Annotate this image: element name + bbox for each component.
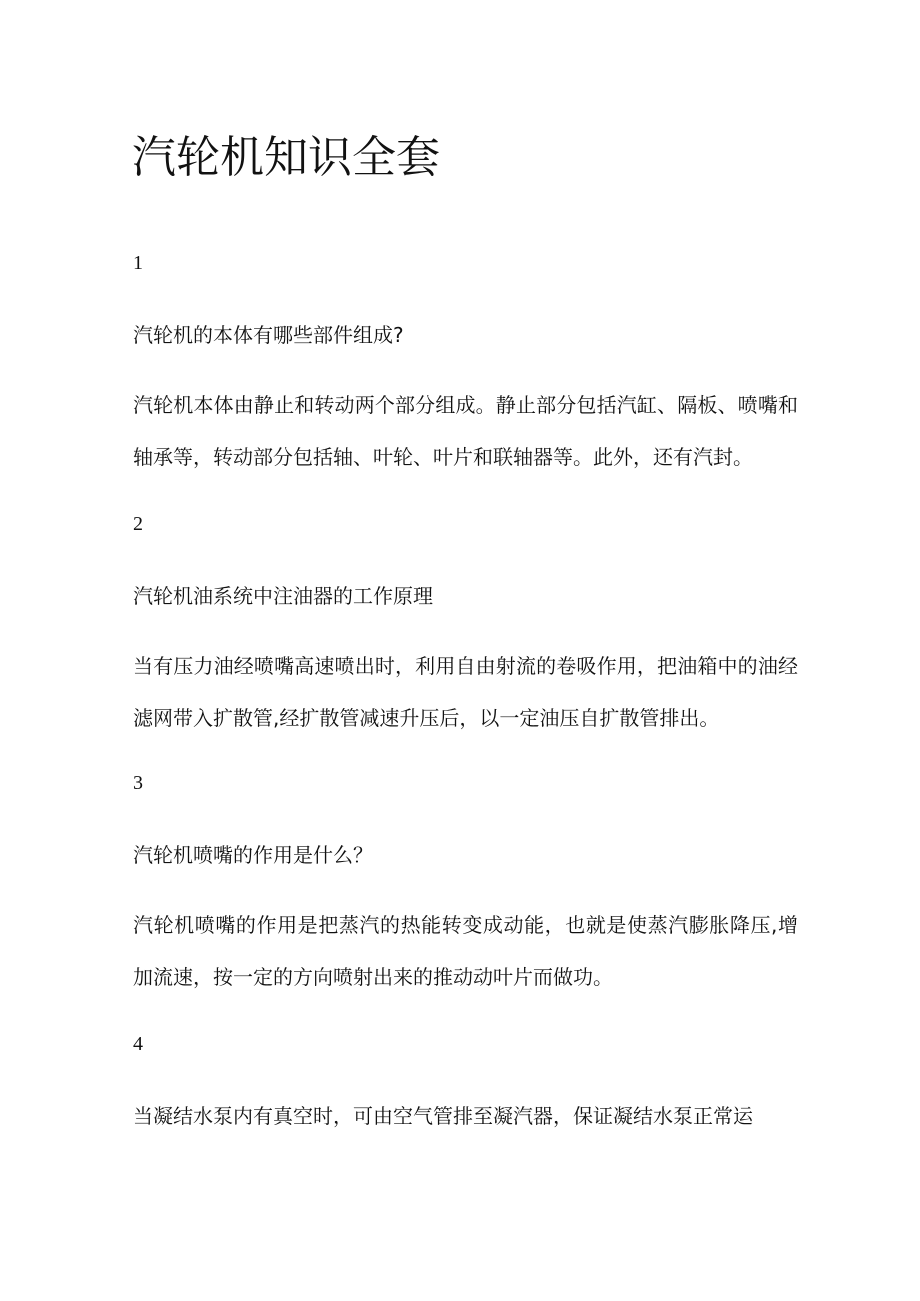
item-answer: 当有压力油经喷嘴高速喷出时，利用自由射流的卷吸作用，把油箱中的油经滤网带入扩散管,经扩散管减速升压后，以一定油压自扩散管排出。 <box>133 654 798 730</box>
item-number: 4 <box>133 1033 143 1055</box>
item-question: 汽轮机的本体有哪些部件组成? <box>133 323 404 347</box>
item-number: 3 <box>133 772 143 794</box>
item-number: 1 <box>133 252 143 274</box>
item-question: 汽轮机油系统中注油器的工作原理 <box>133 584 433 608</box>
document-title: 汽轮机知识全套 <box>132 132 440 183</box>
item-answer: 汽轮机喷嘴的作用是把蒸汽的热能转变成动能，也就是使蒸汽膨胀降压,增加流速，按一定的方向喷射出来的推动动叶片而做功。 <box>133 913 798 989</box>
item-answer: 当凝结水泵内有真空时，可由空气管排至凝汽器，保证凝结水泵正常运 <box>133 1104 753 1128</box>
item-number: 2 <box>133 513 143 535</box>
item-answer: 汽轮机本体由静止和转动两个部分组成。静止部分包括汽缸、隔板、喷嘴和轴承等，转动部分包括轴、叶轮、叶片和联轴器等。此外，还有汽封。 <box>133 393 798 469</box>
item-question: 汽轮机喷嘴的作用是什么？ <box>133 843 373 867</box>
